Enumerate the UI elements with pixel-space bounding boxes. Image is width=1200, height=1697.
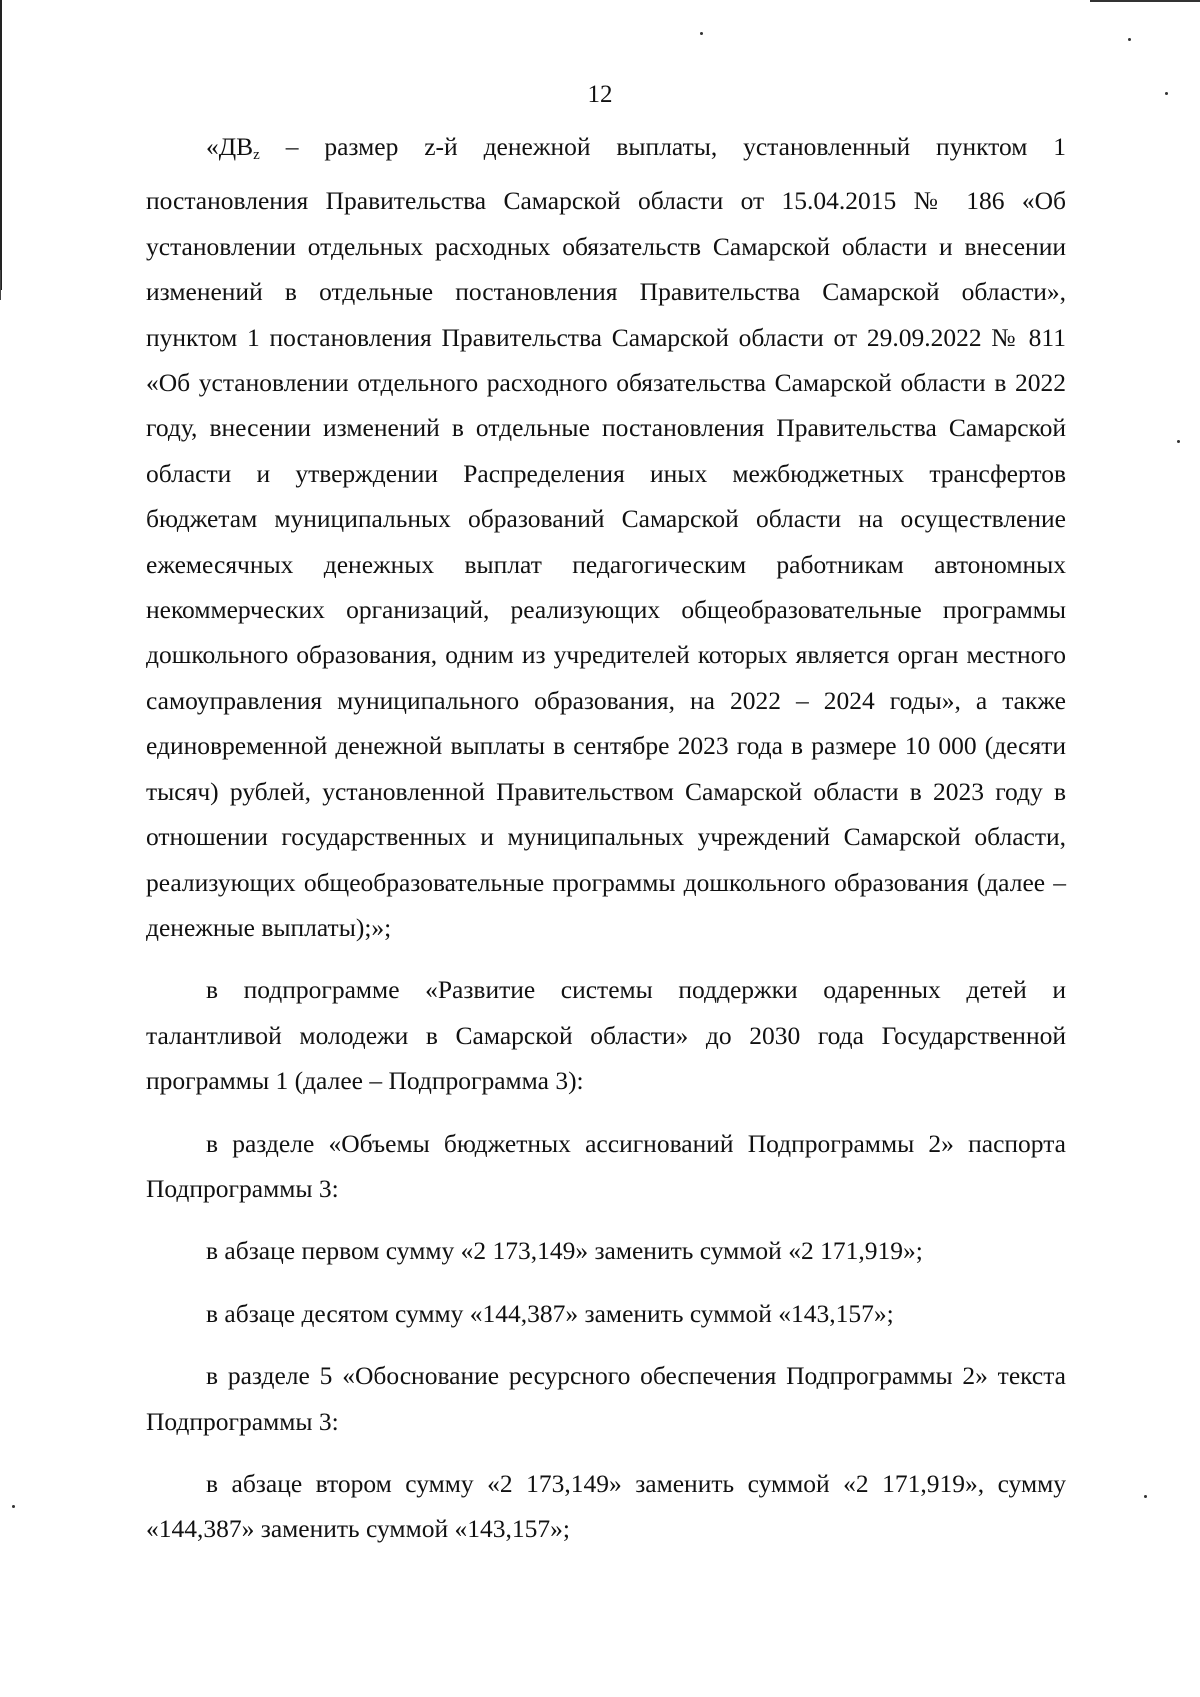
subscript: z — [253, 147, 260, 163]
scan-speck — [1177, 440, 1180, 443]
paragraph: в подпрограмме «Развитие системы поддержки одаренных детей и талантливой молодежи в Самарской области» до 2030 года Государственной программы 1 (далее – Подпрограмма 3): — [146, 975, 1066, 1096]
scan-speck — [1128, 38, 1131, 41]
paragraph: в абзаце первом сумму «2 173,149» заменить суммой «2 171,919»; — [206, 1236, 923, 1266]
document-body — [146, 124, 1066, 1552]
paragraph: в разделе «Объемы бюджетных ассигнований Подпрограммы 2» паспорта Подпрограммы 3: — [146, 1128, 1066, 1203]
scan-speck — [1144, 1495, 1147, 1498]
scan-speck — [700, 32, 703, 35]
paragraph: «$ДВ_z$ – размер z-й денежной выплаты, установленный пунктом 1 постановления Правительства Самарской области от 15.04.2015 № 186 «Об установлении отдельных расходных обязательств Самарской области и внесении изменений в отдельные постановления Правительства Самарской области», пунктом 1 постановления Правительства Самарской области от 29.09.2022 № 811 «Об установлении отдельного расходного обязательства Самарской области в 2022 году, внесении изменений в отдельные постановления Правительства Самарской области и утверждении Распределения иных межбюджетных трансфертов бюджетам муниципальных образований Самарской области на осуществление ежемесячных денежных выплат педагогическим работникам автономных некоммерческих организаций, реализующих общеобразовательные программы дошкольного образования, одним из учредителей которых является орган местного самоуправления муниципального образования, на 2022 – 2024 годы», а также единовременной денежной выплаты в сентябре 2023 года в размере 10 000 (десяти тысяч) рублей, установленной Правительством Самарской области в 2023 году в отношении государственных и муниципальных учреждений Самарской области, реализующих общеобразовательные программы дошкольного образования (далее – денежные выплаты);»; — [146, 132, 1066, 942]
paragraph: в абзаце втором сумму «2 173,149» заменить суммой «2 171,919», сумму «144,387» заменить суммой «143,157»; — [146, 1468, 1066, 1544]
paragraph: в абзаце десятом сумму «144,387» заменить суммой «143,157»; — [206, 1298, 894, 1328]
scan-top-mark — [1090, 0, 1200, 2]
page-number: 12 — [587, 81, 613, 108]
scan-edge-line — [0, 270, 1, 300]
scan-edge-line — [0, 0, 2, 290]
scan-speck — [12, 1505, 15, 1508]
paragraph: в разделе 5 «Обоснование ресурсного обеспечения Подпрограммы 2» текста Подпрограммы 3: — [146, 1361, 1066, 1436]
